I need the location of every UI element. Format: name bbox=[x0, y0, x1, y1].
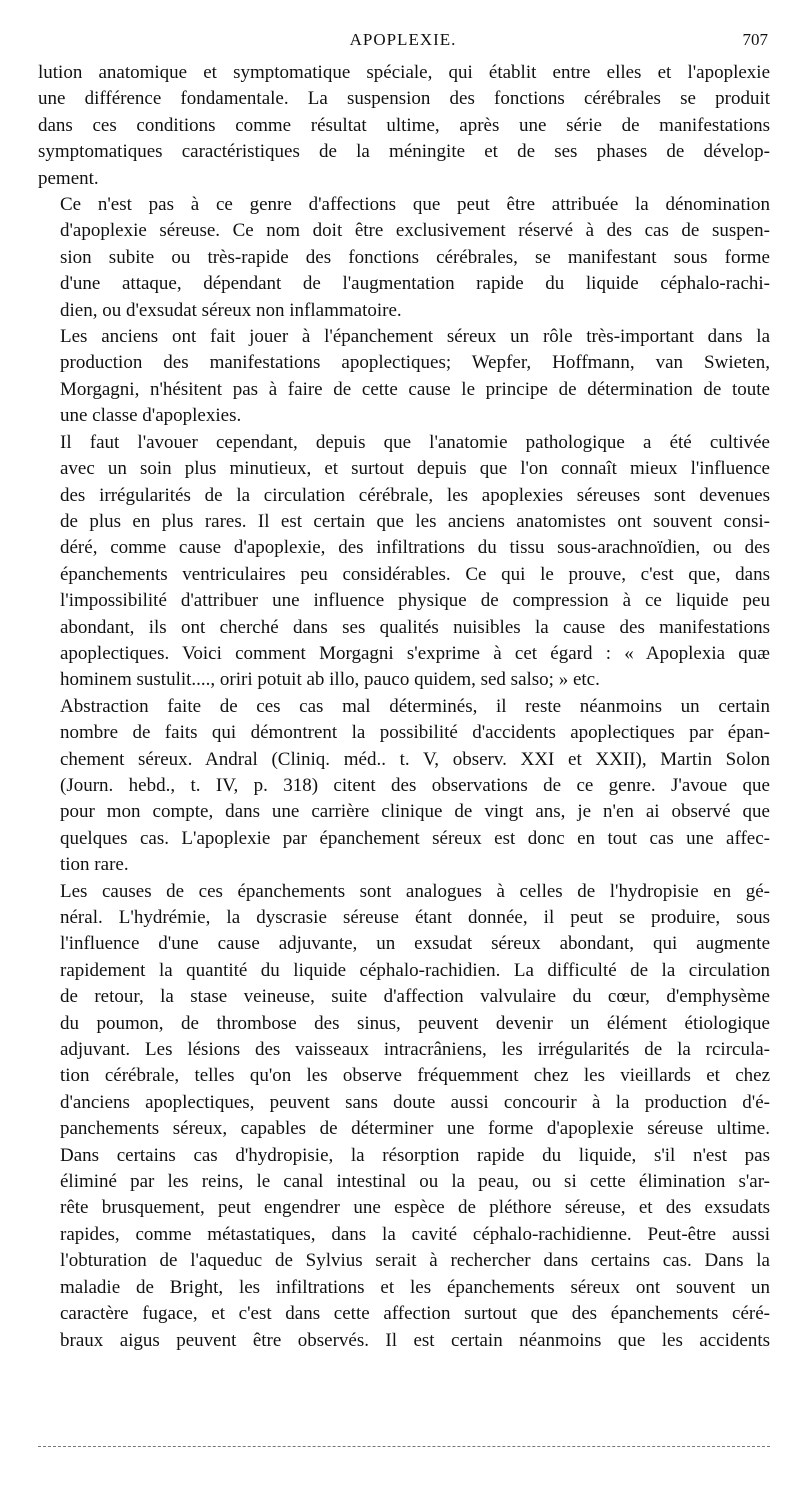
text-line: sion subite ou très-rapide des fonctions cérébrales, se manifestant sous forme bbox=[60, 246, 770, 268]
text-line: nombre de faits qui démontrent la possibilité d'accidents apoplectiques par épan- bbox=[60, 722, 770, 744]
paragraph bbox=[38, 430, 770, 694]
text-line: épanchements ventriculaires peu considérables. Ce qui le prouve, c'est que, dans bbox=[60, 563, 770, 585]
running-title: APOPLEXIE. bbox=[349, 30, 457, 49]
text-line: déré, comme cause d'apoplexie, des infiltrations du tissu sous-arachnoïdien, ou des bbox=[60, 537, 770, 559]
text-line: une classe d'apoplexies. bbox=[60, 405, 242, 427]
text-line: Les causes de ces épanchements sont analogues à celles de l'hydropisie en gé- bbox=[60, 880, 770, 902]
text-line: Abstraction faite de ces cas mal déterminés, il reste néanmoins un certain bbox=[60, 695, 770, 717]
text-line: rête brusquement, peut engendrer une espèce de pléthore séreuse, et des exsudats bbox=[60, 1197, 770, 1219]
footer-dotted-rule bbox=[38, 1446, 770, 1447]
paragraph bbox=[38, 694, 770, 879]
text-line: quelques cas. L'apoplexie par épanchement séreux est donc en tout cas une affec- bbox=[60, 827, 770, 849]
paragraph bbox=[38, 192, 770, 324]
text-line: d'apoplexie séreuse. Ce nom doit être exclusivement réservé à des cas de suspen- bbox=[60, 220, 770, 242]
text-line: abondant, ils ont cherché dans ses qualités nuisibles la cause des manifestations bbox=[60, 616, 770, 638]
text-line: l'impossibilité d'attribuer une influence physique de compression à ce liquide peu bbox=[60, 590, 770, 612]
text-line: lution anatomique et symptomatique spéciale, qui établit entre elles et l'apoplexie bbox=[38, 62, 770, 83]
text-line: pour mon compte, dans une carrière clinique de vingt ans, je n'en ai observé que bbox=[60, 801, 770, 823]
text-line: (Journ. hebd., t. IV, p. 318) citent des observations de ce genre. J'avoue que bbox=[60, 774, 770, 796]
text-line: tion rare. bbox=[60, 854, 129, 876]
text-line: panchements séreux, capables de déterminer une forme d'apoplexie séreuse ultime. bbox=[60, 1118, 770, 1140]
text-line: rapidement la quantité du liquide céphalo-rachidien. La difficulté de la circulation bbox=[60, 959, 770, 981]
text-line: Dans certains cas d'hydropisie, la résorption rapide du liquide, s'il n'est pas bbox=[60, 1144, 770, 1166]
text-line: Ce n'est pas à ce genre d'affections que peut être attribuée la dénomination bbox=[60, 194, 770, 216]
text-line: du poumon, de thrombose des sinus, peuvent devenir un élément étiologique bbox=[60, 1012, 770, 1034]
text-line: l'influence d'une cause adjuvante, un exsudat séreux abondant, qui augmente bbox=[60, 933, 770, 955]
text-line: Il faut l'avouer cependant, depuis que l'anatomie pathologique a été cultivée bbox=[60, 431, 770, 453]
text-line: tion cérébrale, telles qu'on les observe fréquemment chez les vieillards et chez bbox=[60, 1065, 770, 1087]
text-line: pement. bbox=[38, 167, 99, 189]
page-number: 707 bbox=[742, 30, 768, 49]
text-line: une différence fondamentale. La suspension des fonctions cérébrales se produit bbox=[38, 88, 770, 110]
text-line: caractère fugace, et c'est dans cette affection surtout que des épanchements céré- bbox=[60, 1303, 770, 1325]
text-line: d'anciens apoplectiques, peuvent sans doute aussi concourir à la production d'é- bbox=[60, 1091, 770, 1113]
text-line: l'obturation de l'aqueduc de Sylvius serait à rechercher dans certains cas. Dans la bbox=[60, 1250, 770, 1272]
text-line: dans ces conditions comme résultat ultime, après une série de manifestations bbox=[38, 114, 770, 136]
text-line: apoplectiques. Voici comment Morgagni s'exprime à cet égard : « Apoplexia quæ bbox=[60, 642, 770, 664]
paragraph bbox=[38, 60, 770, 192]
running-header bbox=[38, 30, 768, 56]
text-line: braux aigus peuvent être observés. Il est certain néanmoins que les accidents bbox=[60, 1329, 770, 1351]
text-line: des irrégularités de la circulation cérébrale, les apoplexies séreuses sont devenues bbox=[60, 484, 770, 506]
text-line: hominem sustulit...., oriri potuit ab illo, pauco quidem, sed salso; » etc. bbox=[60, 669, 600, 691]
paragraph bbox=[38, 324, 770, 430]
text-line: néral. L'hydrémie, la dyscrasie séreuse étant donnée, il peut se produire, sous bbox=[60, 907, 770, 928]
text-line: symptomatiques caractéristiques de la méningite et de ses phases de dévelop- bbox=[38, 141, 770, 163]
text-line: de retour, la stase veineuse, suite d'affection valvulaire du cœur, d'emphysème bbox=[60, 986, 770, 1008]
text-line: adjuvant. Les lésions des vaisseaux intracrâniens, les irrégularités de la rcircula- bbox=[60, 1039, 770, 1061]
text-line: production des manifestations apoplectiques; Wepfer, Hoffmann, van Swieten, bbox=[60, 352, 770, 374]
text-line: dien, ou d'exsudat séreux non inflammatoire. bbox=[60, 299, 402, 321]
text-line: Morgagni, n'hésitent pas à faire de cette cause le principe de détermination de toute bbox=[60, 378, 770, 400]
text-line: chement séreux. Andral (Cliniq. méd.. t. V, observ. XXI et XXII), Martin Solon bbox=[60, 748, 770, 770]
text-line: avec un soin plus minutieux, et surtout depuis que l'on connaît mieux l'influence bbox=[60, 458, 770, 480]
text-line: rapides, comme métastatiques, dans la cavité céphalo-rachidienne. Peut-être aussi bbox=[60, 1223, 770, 1245]
text-line: Les anciens ont fait jouer à l'épanchement séreux un rôle très-important dans la bbox=[60, 326, 770, 348]
text-line: maladie de Bright, les infiltrations et les épanchements séreux ont souvent un bbox=[60, 1276, 770, 1298]
paragraph bbox=[38, 879, 770, 1354]
text-line: de plus en plus rares. Il est certain que les anciens anatomistes ont souvent consi- bbox=[60, 510, 770, 532]
body-text bbox=[38, 60, 770, 1354]
text-line: éliminé par les reins, le canal intestinal ou la peau, ou si cette élimination s'ar- bbox=[60, 1171, 770, 1193]
text-line: d'une attaque, dépendant de l'augmentation rapide du liquide céphalo-rachi- bbox=[60, 273, 770, 295]
